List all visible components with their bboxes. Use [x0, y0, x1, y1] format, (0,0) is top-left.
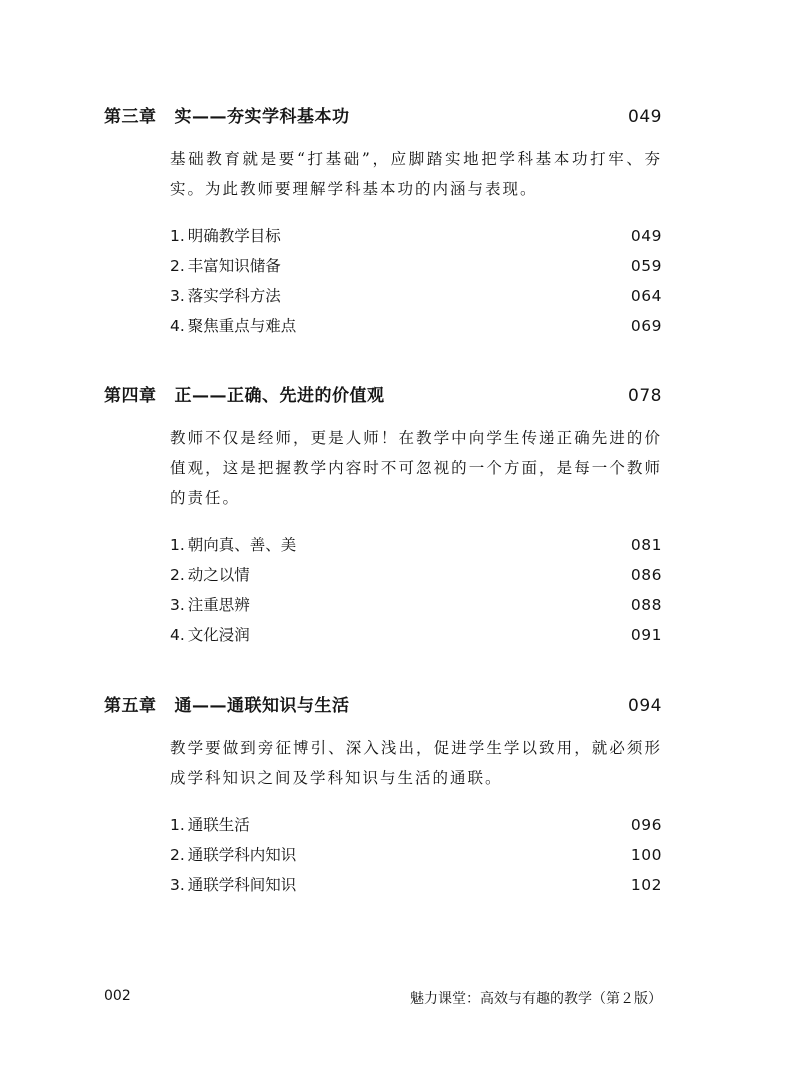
section-entry: [170, 593, 662, 623]
section-number: 3.: [170, 287, 185, 305]
section-number: 4.: [170, 317, 185, 335]
section-number: 1.: [170, 227, 185, 245]
chapter-number: 第四章: [104, 386, 157, 406]
page-footer: [104, 988, 662, 1008]
section-page-number: 100: [630, 846, 662, 864]
section-title: [170, 254, 281, 276]
section-entry: [170, 843, 662, 873]
chapter-heading: [104, 381, 662, 407]
section-title: [170, 813, 250, 835]
section-page-number: 091: [630, 626, 662, 644]
section-title: [170, 843, 296, 865]
chapter-number: 第五章: [104, 696, 157, 716]
section-title: [170, 623, 250, 645]
section-entry: [170, 563, 662, 593]
section-list: [170, 533, 662, 653]
chapter-page-number: 078: [628, 386, 662, 406]
section-name: 明确教学目标: [187, 227, 281, 245]
chapter-title: [104, 691, 350, 716]
section-name: 注重思辨: [187, 596, 250, 614]
chapter-summary: 基础教育就是要“打基础”，应脚踏实地把学科基本功打牢、夯实。为此教师要理解学科基本功的内涵与表现。: [170, 150, 662, 198]
section-list: [170, 813, 662, 903]
section-title: [170, 224, 281, 246]
section-page-number: 096: [630, 816, 662, 834]
section-name: 动之以情: [187, 566, 250, 584]
section-page-number: 069: [630, 317, 662, 335]
section-number: 1.: [170, 536, 185, 554]
chapter-page-number: 094: [628, 696, 662, 716]
chapter-5: [104, 691, 662, 903]
section-name: 文化浸润: [187, 626, 250, 644]
section-title: [170, 873, 296, 895]
section-page-number: 049: [630, 227, 662, 245]
section-entry: [170, 314, 662, 344]
chapter-heading: [104, 691, 662, 717]
section-number: 1.: [170, 816, 185, 834]
section-title: [170, 563, 250, 585]
section-entry: [170, 623, 662, 653]
section-number: 2.: [170, 257, 185, 275]
section-list: [170, 224, 662, 344]
section-number: 3.: [170, 596, 185, 614]
section-number: 4.: [170, 626, 185, 644]
section-name: 丰富知识储备: [187, 257, 281, 275]
section-entry: [170, 873, 662, 903]
footer-page-number: 002: [104, 988, 131, 1004]
chapter-page-number: 049: [628, 107, 662, 127]
section-page-number: 064: [630, 287, 662, 305]
chapter-summary: 教师不仅是经师，更是人师！在教学中向学生传递正确先进的价值观，这是把握教学内容时不可忽视的一个方面，是每一个教师的责任。: [170, 429, 662, 507]
chapter-3: [104, 102, 662, 344]
section-page-number: 059: [630, 257, 662, 275]
section-page-number: 102: [630, 876, 662, 894]
section-page-number: 086: [630, 566, 662, 584]
chapter-4: [104, 381, 662, 653]
section-entry: [170, 533, 662, 563]
section-page-number: 081: [630, 536, 662, 554]
section-title: [170, 284, 281, 306]
section-name: 落实学科方法: [187, 287, 281, 305]
chapter-name: 正——正确、先进的价值观: [174, 386, 385, 406]
chapter-title: [104, 102, 350, 127]
section-title: [170, 533, 296, 555]
chapter-title: [104, 381, 385, 406]
chapter-name: 通——通联知识与生活: [174, 696, 350, 716]
section-name: 聚焦重点与难点: [187, 317, 297, 335]
section-name: 朝向真、善、美: [187, 536, 297, 554]
section-number: 2.: [170, 566, 185, 584]
chapter-number: 第三章: [104, 107, 157, 127]
section-entry: [170, 224, 662, 254]
section-title: [170, 593, 250, 615]
section-name: 通联学科间知识: [187, 876, 297, 894]
section-title: [170, 314, 296, 336]
chapter-summary: 教学要做到旁征博引、深入浅出，促进学生学以致用，就必须形成学科知识之间及学科知识与生活的通联。: [170, 739, 662, 787]
section-name: 通联生活: [187, 816, 250, 834]
chapter-heading: [104, 102, 662, 128]
section-entry: [170, 284, 662, 314]
chapter-name: 实——夯实学科基本功: [174, 107, 350, 127]
section-name: 通联学科内知识: [187, 846, 297, 864]
section-number: 2.: [170, 846, 185, 864]
section-number: 3.: [170, 876, 185, 894]
footer-book-title: 魅力课堂：高效与有趣的教学（第２版）: [410, 991, 662, 1007]
section-page-number: 088: [630, 596, 662, 614]
section-entry: [170, 254, 662, 284]
section-entry: [170, 813, 662, 843]
